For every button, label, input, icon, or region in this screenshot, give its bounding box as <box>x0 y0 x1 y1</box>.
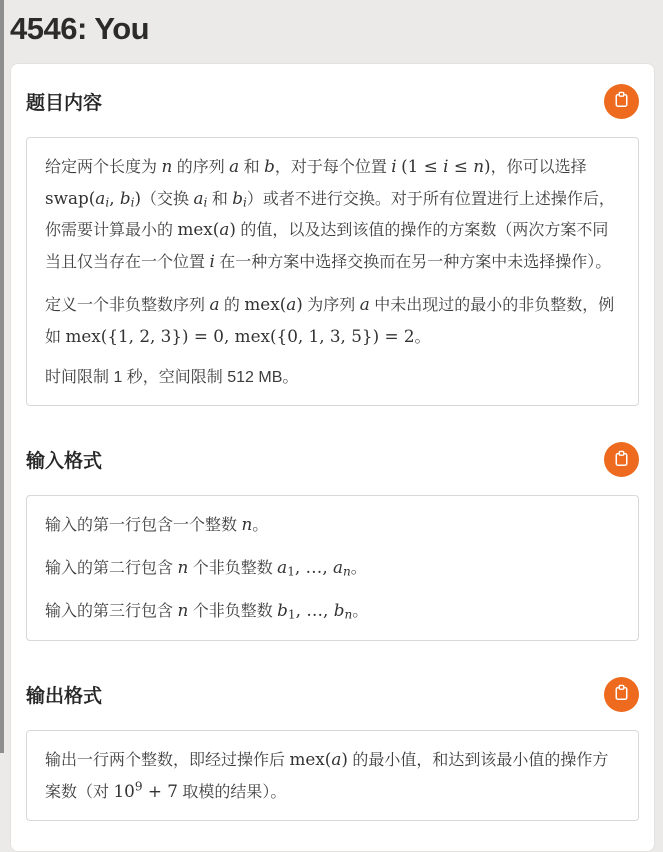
math-expression: $10^9 + 7$ <box>113 779 178 801</box>
page-title: 4546: You <box>10 11 150 46</box>
problem-statement-box <box>26 137 639 407</box>
section-header <box>26 677 639 712</box>
input-format-box <box>26 495 639 640</box>
section-heading: 题目内容 <box>26 92 103 114</box>
section-heading: 输入格式 <box>26 451 103 473</box>
math-expression: n <box>177 557 189 578</box>
output-format-box <box>26 730 639 822</box>
section-heading: 输出格式 <box>26 685 103 707</box>
math-expression: n <box>161 155 173 176</box>
section-output-format <box>26 677 639 822</box>
scrollbar-thumb[interactable] <box>0 0 4 753</box>
problem-card <box>10 63 655 852</box>
math-expression: i <box>209 251 215 272</box>
section-input-format <box>26 442 639 640</box>
clipboard-icon <box>614 91 629 111</box>
math-expression: (1 ≤ i ≤ n) <box>401 155 491 176</box>
clipboard-icon <box>614 450 629 470</box>
math-expression: ai <box>193 187 208 210</box>
section-header <box>26 442 639 477</box>
math-expression: i <box>391 155 397 176</box>
clipboard-icon <box>614 684 629 704</box>
math-expression: a <box>229 155 240 176</box>
math-expression: mex(a) <box>244 293 303 314</box>
math-expression: bi <box>232 187 247 210</box>
copy-button[interactable] <box>604 677 639 712</box>
math-expression: n <box>177 599 189 620</box>
math-expression: a <box>209 293 220 314</box>
math-expression: a <box>359 293 370 314</box>
math-expression: b1, …, bn <box>277 599 353 622</box>
section-problem-content <box>26 84 639 407</box>
math-expression: swap(ai, bi) <box>45 187 142 210</box>
math-expression: mex({1, 2, 3}) = 0, mex({0, 1, 3, 5}) = 2 <box>65 325 415 346</box>
section-header <box>26 84 639 119</box>
paragraph: 输入的第三行包含 n 个非负整数 b1, …, bn。 <box>45 599 369 622</box>
paragraph: 定义一个非负整数序列 a 的 mex(a) 为序列 a 中未出现过的最小的非负整数，例如 mex({1, 2, 3}) = 0, mex({0, 1, 3, 5}) = 2。 <box>45 293 615 346</box>
math-expression: a1, …, an <box>277 557 351 579</box>
paragraph: 时间限制 1 秒，空间限制 512 MB。 <box>45 368 299 386</box>
copy-button[interactable] <box>604 442 639 477</box>
math-expression: mex(a) <box>289 748 348 769</box>
math-expression: n <box>241 514 253 535</box>
paragraph: 输出一行两个整数，即经过操作后 mex(a) 的最小值，和达到该最小值的操作方案数（对 $10^9 + 7$ 取模的结果）。 <box>45 748 609 801</box>
paragraph: 输入的第二行包含 n 个非负整数 a1, …, an。 <box>45 557 367 579</box>
math-expression: b <box>264 155 275 176</box>
math-expression: mex(a) <box>177 219 236 240</box>
copy-button[interactable] <box>604 84 639 119</box>
paragraph: 输入的第一行包含一个整数 n。 <box>45 514 269 535</box>
paragraph: 给定两个长度为 n 的序列 a 和 b，对于每个位置 i (1 ≤ i ≤ n)，你可以选择 swap(ai, bi)（交换 ai 和 bi）或者不进行交换。对于所有位置进行上述操作后，你需要计算最小的 mex(a) 的值，以及达到该值的操作的方案数（两次方案不同当且仅当存在一个位置 i 在一种方案中选择交换而在另一种方案中未选择操作）。 <box>45 155 615 272</box>
